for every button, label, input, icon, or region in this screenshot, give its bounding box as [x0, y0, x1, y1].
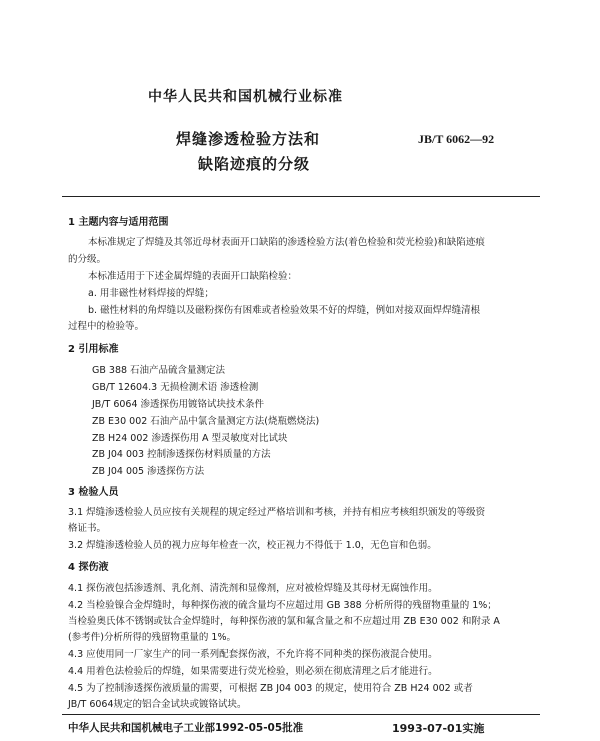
clause-4-5-line2: JB/T 6064规定的铝合金试块或镀铬试块。: [68, 699, 247, 710]
clause-4-5-line1: 4.5 为了控制渗透探伤液质量的需要，可根据 ZB J04 003 的规定，使用符合 ZB H24 002 或者: [68, 683, 473, 694]
section-3-heading: 3 检验人员: [68, 487, 119, 498]
reference-item: GB/T 12604.3 无损检测术语 渗透检测: [92, 382, 259, 393]
clause-4-3: 4.3 应使用同一厂家生产的同一系列配套探伤液，不允许将不同种类的探伤液混合使用。: [68, 649, 438, 660]
clause-3-1-line2: 格证书。: [68, 523, 107, 534]
section-4-heading: 4 探伤液: [68, 562, 109, 573]
clause-4-2-line2: 当检验奥氏体不锈钢或钛合金焊缝时，每种探伤液的氯和氟含量之和不应超过用 ZB E30 002 和附录 A: [68, 616, 500, 627]
header-divider: [62, 196, 540, 197]
section-1-paragraph-2: 本标准适用于下述金属焊缝的表面开口缺陷检验：: [88, 271, 298, 282]
approval-line: 中华人民共和国机械电子工业部1992-05-05批准: [68, 722, 304, 734]
section-1-item-b-line2: 过程中的检验等。: [68, 321, 145, 332]
organization-title: 中华人民共和国机械行业标准: [148, 89, 343, 105]
clause-4-1: 4.1 探伤液包括渗透剂、乳化剂、清洗剂和显像剂，应对被检焊缝及其母材无腐蚀作用。: [68, 583, 438, 594]
document-title-line2: 缺陷迹痕的分级: [198, 155, 311, 173]
effective-date: 1993-07-01实施: [392, 722, 485, 735]
reference-item: ZB E30 002 石油产品中氯含量测定方法(烧瓶燃烧法): [92, 416, 320, 427]
standard-number: JB/T 6062—92: [418, 132, 495, 146]
clause-4-4: 4.4 用着色法检验后的焊缝，如果需要进行荧光检验，则必须在彻底清理之后才能进行。: [68, 666, 438, 677]
document-title-line1: 焊缝渗透检验方法和: [176, 130, 321, 148]
section-1-paragraph-1a: 本标准规定了焊缝及其邻近母材表面开口缺陷的渗透检验方法(着色检验和荧光检验)和缺陷迹痕: [88, 237, 485, 248]
reference-item: GB 388 石油产品硫含量测定法: [92, 365, 226, 376]
clause-4-2-line1: 4.2 当检验镍合金焊缝时，每种探伤液的硫含量均不应超过用 GB 388 分析所得的残留物重量的 1%；: [68, 600, 497, 611]
section-1-item-a: a. 用非磁性材料焊接的焊缝；: [88, 288, 214, 299]
reference-item: ZB J04 005 渗透探伤方法: [92, 466, 205, 477]
reference-item: ZB H24 002 渗透探伤用 A 型灵敏度对比试块: [92, 433, 288, 444]
reference-item: JB/T 6064 渗透探伤用镀铬试块技术条件: [92, 399, 265, 410]
section-2-heading: 2 引用标准: [68, 344, 119, 355]
footer-divider: [62, 714, 540, 715]
reference-item: ZB J04 003 控制渗透探伤材料质量的方法: [92, 449, 271, 460]
clause-3-2: 3.2 焊缝渗透检验人员的视力应每年检查一次，校正视力不得低于 1.0，无色盲和色弱。: [68, 540, 437, 551]
section-1-heading: 1 主题内容与适用范围: [68, 217, 169, 228]
section-1-paragraph-1b: 的分级。: [68, 254, 107, 265]
section-1-item-b-line1: b. 磁性材料的角焊缝以及磁粉探伤有困难或者检验效果不好的焊缝，例如对接双面焊焊缝清根: [88, 305, 481, 316]
clause-4-2-line3: (参考件)分析所得的残留物重量的 1%。: [68, 632, 237, 643]
clause-3-1-line1: 3.1 焊缝渗透检验人员应按有关规程的规定经过严格培训和考核，并持有相应考核组织颁发的等级资: [68, 507, 486, 518]
